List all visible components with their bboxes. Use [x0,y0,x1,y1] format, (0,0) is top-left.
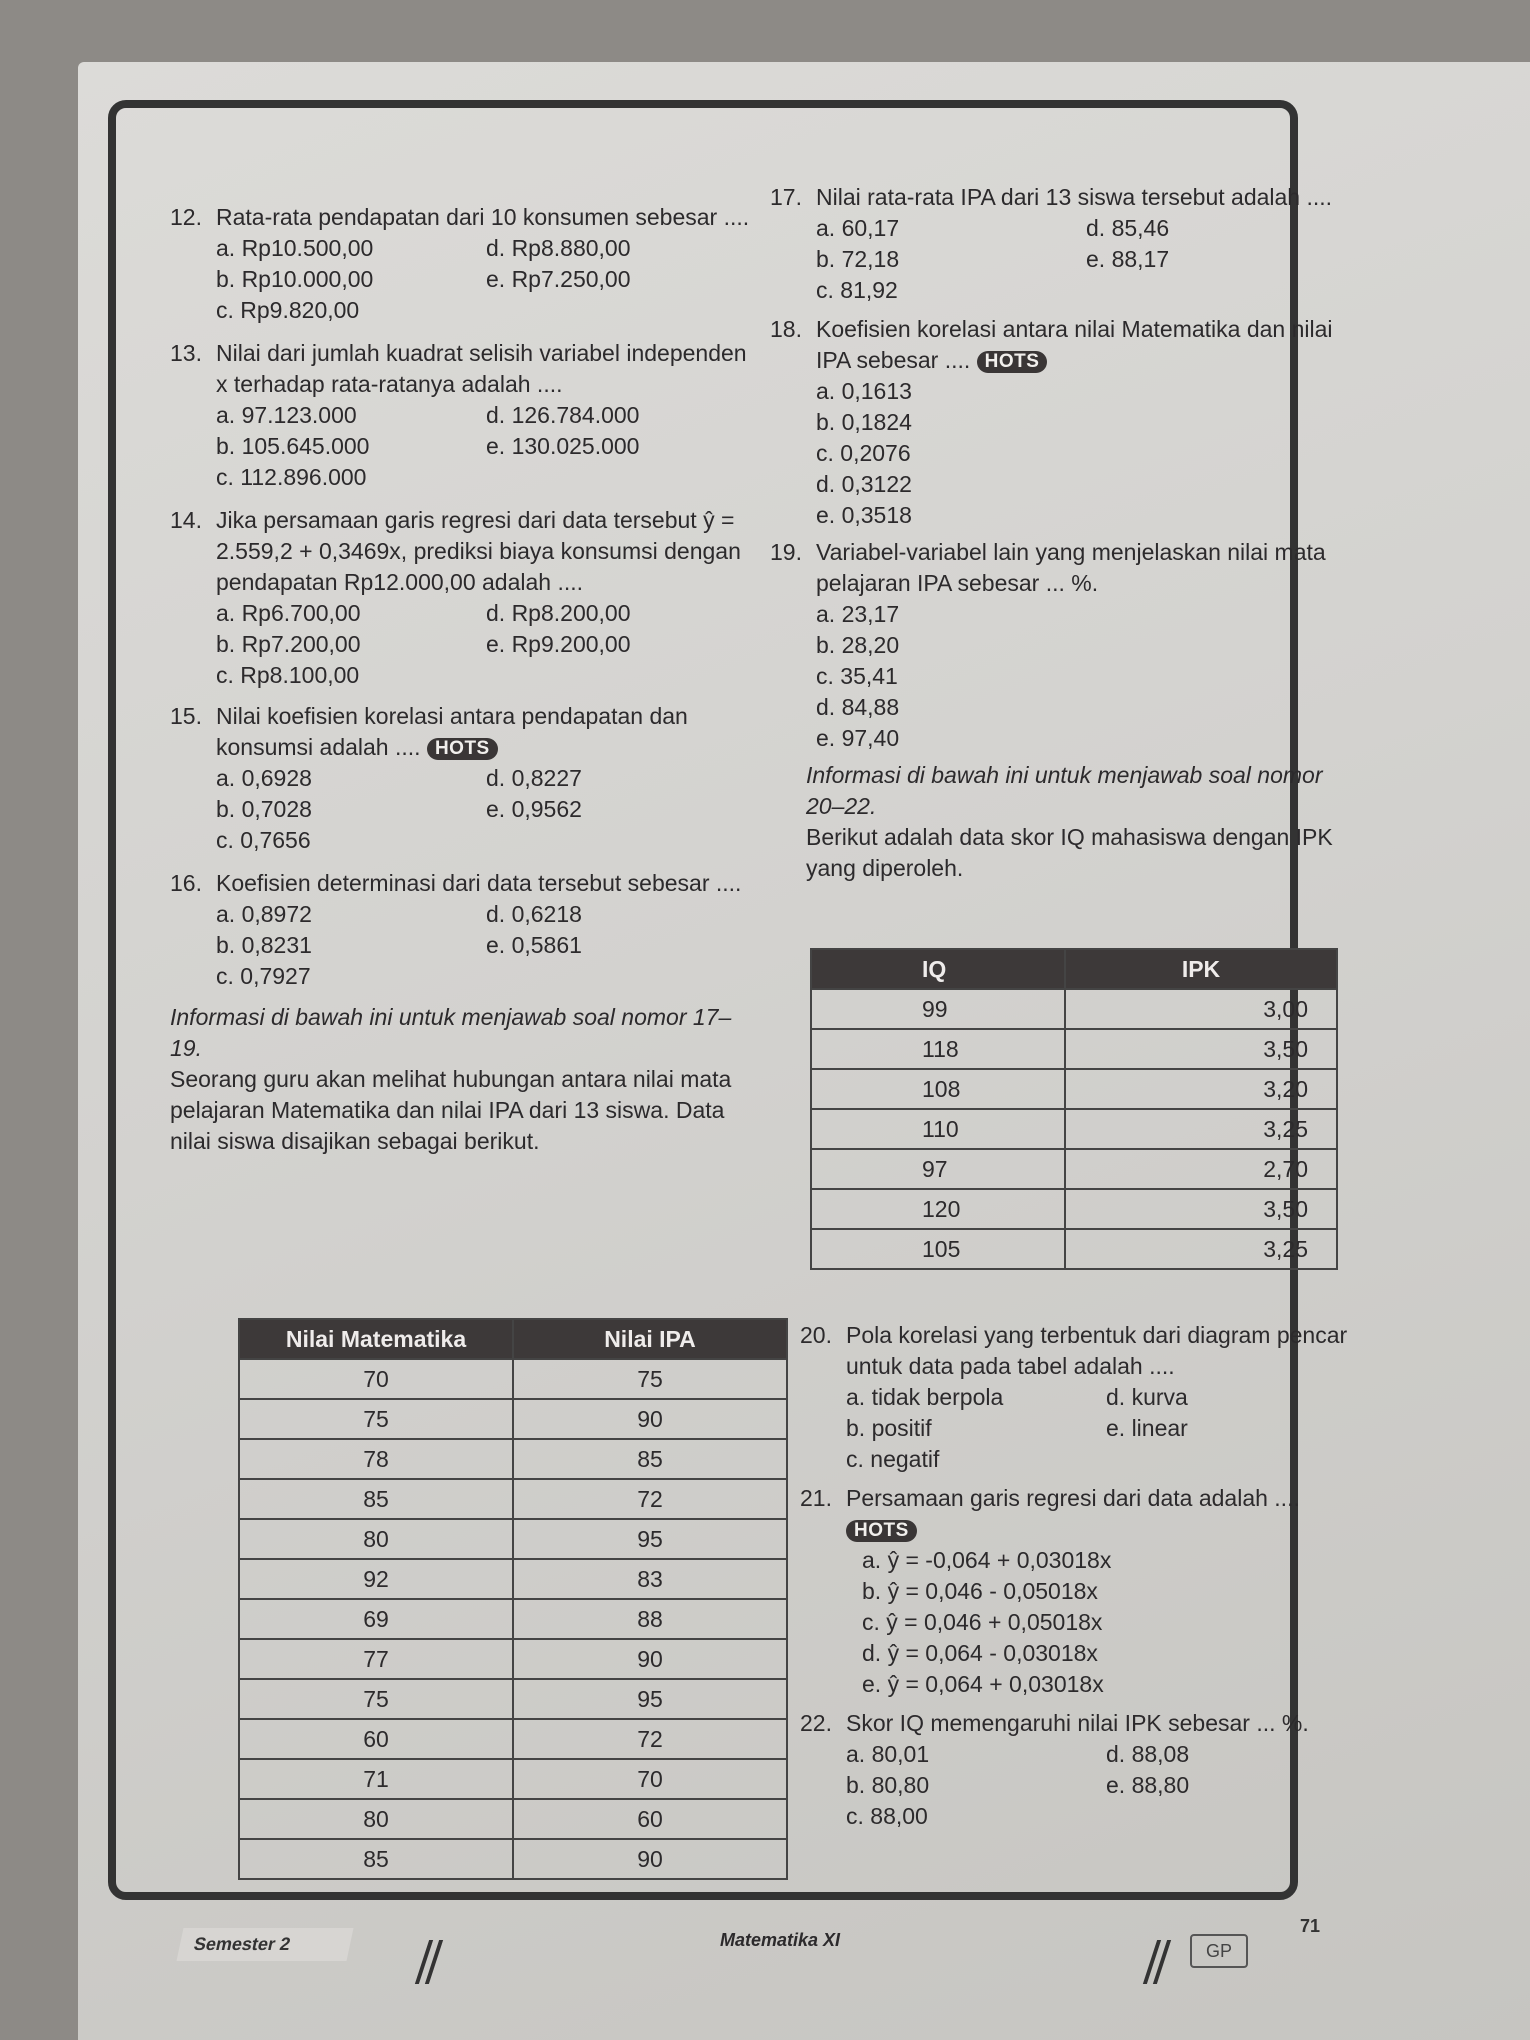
option: d. kurva [1106,1384,1188,1410]
option: e. Rp9.200,00 [486,631,631,657]
right-column [770,182,1350,884]
option: b. 0,7028 [216,796,312,822]
option: d. Rp8.200,00 [486,600,631,626]
table-row: 105 3,25 [811,1229,1337,1269]
table-row: 75 95 [239,1679,787,1719]
hots-badge: HOTS [427,738,498,760]
table-row: 80 60 [239,1799,787,1839]
option: e. 88,80 [1106,1772,1190,1798]
table-row: 75 90 [239,1399,787,1439]
option: a. 60,17 [816,215,900,241]
table-math-ipa [238,1318,788,1880]
option: d. 0,6218 [486,901,582,927]
info-20-22: Informasi di bawah ini untuk menjawab soal nomor 20–22. Berikut adalah data skor IQ mahasiswa dengan IPK yang diperoleh. [806,762,1333,881]
option: c. 81,92 [816,277,898,303]
option: b. 28,20 [816,632,900,658]
option: a. Rp10.500,00 [216,235,374,261]
option: b. 0,1824 [816,409,912,435]
page-number: 71 [1300,1916,1321,1936]
option: a. 0,1613 [816,378,912,404]
question-18: 18. Koefisien korelasi antara nilai Matematika dan nilai IPA sebesar .... HOTS a. 0,1613 b. 0,1824 c. 0,2076 d. 0,3122 e. 0,3518 [770,314,1350,531]
option: e. 88,17 [1086,246,1170,272]
table-row: 110 3,25 [811,1109,1337,1149]
option: d. 0,8227 [486,765,582,791]
option: c. 112.896.000 [216,464,367,490]
option: c. Rp9.820,00 [216,297,360,323]
option: a. tidak berpola [846,1384,1004,1410]
option: a. Rp6.700,00 [216,600,361,626]
option: b. positif [846,1415,932,1441]
option: b. Rp7.200,00 [216,631,361,657]
page-footer [160,1916,1400,1990]
option: c. negatif [846,1446,940,1472]
question-14: 14. Jika persamaan garis regresi dari data tersebut ŷ = 2.559,2 + 0,3469x, prediksi biaya konsumsi dengan pendapatan Rp12.000,00 adalah .... a. Rp6.700,00 d. Rp8.200,00 b. Rp7.200,00 e. Rp9.200,00 c. Rp8.100,00 [170,505,760,691]
table-row: 71 70 [239,1759,787,1799]
table-header: IQ [811,949,1065,989]
option: b. ŷ = 0,046 - 0,05018x [862,1578,1098,1604]
option: b. 72,18 [816,246,900,272]
option: d. 126.784.000 [486,402,640,428]
hots-badge: HOTS [977,351,1048,373]
question-21: 21. Persamaan garis regresi dari data adalah .... HOTS a. ŷ = -0,064 + 0,03018x b. ŷ = 0,046 - 0,05018x c. ŷ = 0,046 + 0,05018x d. ŷ = 0,064 - 0,03018x e. ŷ = 0,064 + 0,03018x [800,1483,1350,1700]
hots-badge: HOTS [846,1520,917,1542]
option: a. 80,01 [846,1741,930,1767]
question-16: 16. Koefisien determinasi dari data tersebut sebesar .... a. 0,8972 d. 0,6218 b. 0,8231 e. 0,5861 c. 0,7927 [170,868,760,992]
table-iq-ipk [810,948,1338,1270]
option: e. 0,9562 [486,796,582,822]
question-19: 19. Variabel-variabel lain yang menjelaskan nilai mata pelajaran IPA sebesar ... %. a. 23,17 b. 28,20 c. 35,41 d. 84,88 e. 97,40 [770,537,1350,754]
option: d. Rp8.880,00 [486,235,631,261]
subject-title: Matematika XI [720,1930,841,1950]
info-17-19: Informasi di bawah ini untuk menjawab soal nomor 17–19. Seorang guru akan melihat hubungan antara nilai mata pelajaran Matematika dan nilai IPA dari 13 siswa. Data nilai siswa disajikan sebagai berikut. [170,1004,732,1154]
option: d. 84,88 [816,694,900,720]
option: a. 23,17 [816,601,900,627]
option: c. 0,7927 [216,963,311,989]
left-column [170,202,760,1157]
table-row: 118 3,50 [811,1029,1337,1069]
table-row: 92 83 [239,1559,787,1599]
option: b. 105.645.000 [216,433,370,459]
option: c. 0,2076 [816,440,911,466]
question-15: 15. Nilai koefisien korelasi antara pendapatan dan konsumsi adalah .... HOTS a. 0,6928 d. 0,8227 b. 0,7028 e. 0,9562 c. 0,7656 [170,701,760,856]
right-column-bottom [800,1320,1350,1836]
option: d. 0,3122 [816,471,912,497]
table-row: 108 3,20 [811,1069,1337,1109]
table-header: IPK [1065,949,1337,989]
option: a. ŷ = -0,064 + 0,03018x [862,1547,1112,1573]
option: e. 0,5861 [486,932,582,958]
option: c. ŷ = 0,046 + 0,05018x [862,1609,1103,1635]
option: e. 130.025.000 [486,433,640,459]
question-13: 13. Nilai dari jumlah kuadrat selisih variabel independen x terhadap rata-ratanya adalah .... a. 97.123.000 d. 126.784.000 b. 105.645.000 e. 130.025.000 c. 112.896.000 [170,338,760,493]
table-header: Nilai Matematika [239,1319,513,1359]
option: e. ŷ = 0,064 + 0,03018x [862,1671,1104,1697]
option: b. 0,8231 [216,932,312,958]
question-12: 12. Rata-rata pendapatan dari 10 konsumen sebesar .... a. Rp10.500,00 d. Rp8.880,00 b. Rp10.000,00 e. Rp7.250,00 c. Rp9.820,00 [170,202,760,326]
question-17: 17. Nilai rata-rata IPA dari 13 siswa tersebut adalah .... a. 60,17 d. 85,46 b. 72,18 e. 88,17 c. 81,92 [770,182,1350,306]
option: c. Rp8.100,00 [216,662,360,688]
option: c. 35,41 [816,663,898,689]
option: e. linear [1106,1415,1188,1441]
question-22: 22. Skor IQ memengaruhi nilai IPK sebesar ... %. a. 80,01 d. 88,08 b. 80,80 e. 88,80 c. 88,00 [800,1708,1350,1832]
option: d. 88,08 [1106,1741,1190,1767]
option: c. 88,00 [846,1803,928,1829]
option: d. ŷ = 0,064 - 0,03018x [862,1640,1098,1666]
table-header: Nilai IPA [513,1319,787,1359]
table-row: 120 3,50 [811,1189,1337,1229]
option: e. Rp7.250,00 [486,266,631,292]
table-row: 97 2,70 [811,1149,1337,1189]
option: b. Rp10.000,00 [216,266,374,292]
option: b. 80,80 [846,1772,930,1798]
option: c. 0,7656 [216,827,311,853]
option: a. 0,6928 [216,765,312,791]
table-row: 77 90 [239,1639,787,1679]
table-row: 69 88 [239,1599,787,1639]
option: d. 85,46 [1086,215,1170,241]
table-row: 99 3,00 [811,989,1337,1029]
option: e. 97,40 [816,725,900,751]
table-row: 85 72 [239,1479,787,1519]
table-row: 78 85 [239,1439,787,1479]
publisher-logo: GP [1190,1934,1248,1968]
table-row: 60 72 [239,1719,787,1759]
question-20: 20. Pola korelasi yang terbentuk dari diagram pencar untuk data pada tabel adalah .... a. tidak berpola d. kurva b. positif e. linear c. negatif [800,1320,1350,1475]
table-row: 70 75 [239,1359,787,1399]
table-row: 80 95 [239,1519,787,1559]
semester-label: Semester 2 [176,1928,353,1961]
option: a. 0,8972 [216,901,312,927]
option: a. 97.123.000 [216,402,357,428]
option: e. 0,3518 [816,502,912,528]
table-row: 85 90 [239,1839,787,1879]
